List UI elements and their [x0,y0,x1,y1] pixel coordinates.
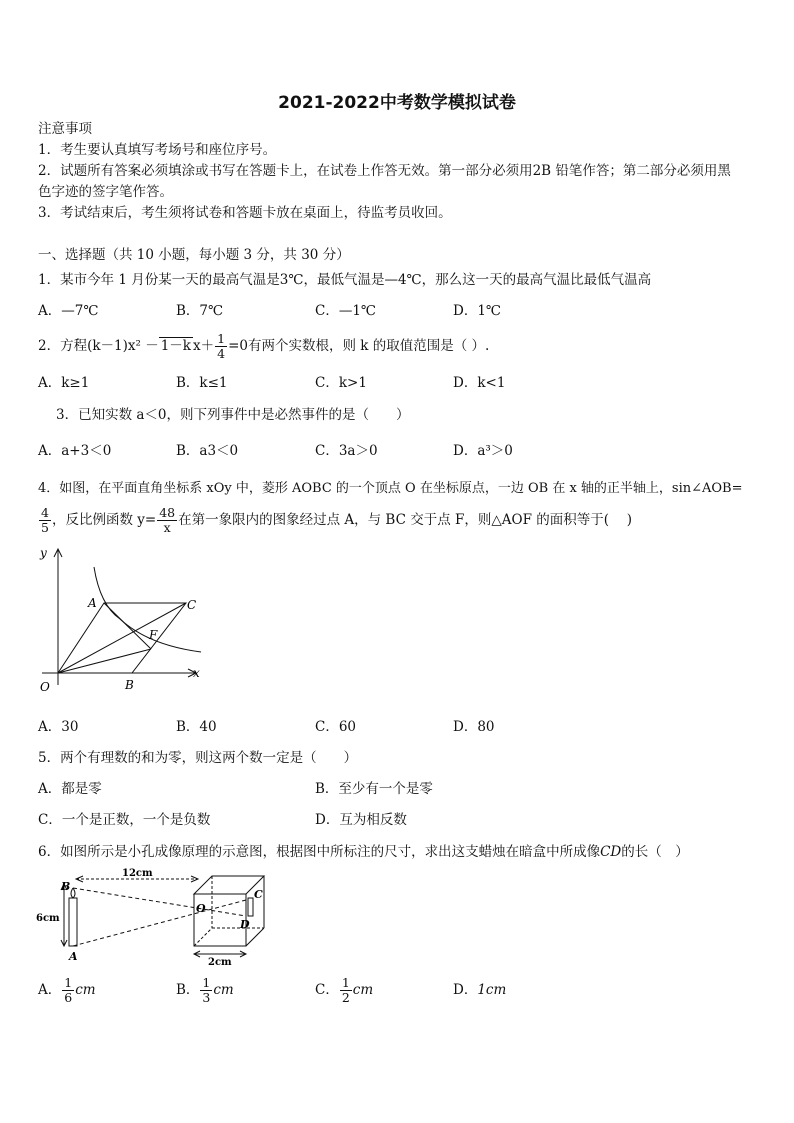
fig-label-a: A [69,950,78,963]
q2-stem [38,332,489,361]
notes-heading: 注意事项 [38,121,92,137]
note-item: 1．考生要认真填写考场号和座位序号。 [38,142,277,158]
q4-stem-line2 [38,500,632,540]
q2-option-d[interactable]: D．k<1 [453,375,506,391]
fig-label-a: A [88,596,97,610]
option-unit: cm [213,982,234,998]
q6-option-a[interactable] [38,972,96,1008]
fig-label-c: C [254,888,263,901]
q4-option-c[interactable]: C．60 [315,719,357,735]
q5-option-b[interactable]: B．至少有一个是零 [315,781,433,797]
q2-frac-den: 4 [217,346,226,361]
q6-stem-b: 的长（ ） [621,844,689,860]
q1-option-a[interactable]: A．—7℃ [38,303,99,319]
q2-eq-a: (k－1)x² － [87,338,159,354]
rhombus-figure [36,545,206,695]
q6-option-b[interactable] [176,972,234,1008]
q2-option-a[interactable]: A．k≥1 [38,375,90,391]
q3-option-a[interactable]: A．a+3＜0 [38,443,112,459]
q4-mid: ，反比例函数 y= [51,512,157,528]
q2-sqrt: 1－k [160,338,191,354]
frac-num: 1 [202,975,211,990]
option-letter: C． [315,982,339,998]
q4-func-fraction [157,506,177,535]
q4-option-a[interactable]: A．30 [38,719,79,735]
q2-suffix: 有两个实数根，则 k 的取值范围是（ ）. [247,338,490,354]
option-unit: cm [75,982,96,998]
q5-stem: 5．两个有理数的和为零，则这两个数一定是（ ） [38,750,358,766]
pinhole-figure [36,866,276,966]
fig-label-c: C [187,598,197,612]
fig-label-b: B [61,880,71,893]
option-letter: B． [176,982,200,998]
q2-prefix: 2．方程 [38,338,88,354]
q3-stem: 3．已知实数 a＜0，则下列事件中是必然事件的是（ ） [56,407,410,423]
fig-label-2cm: 2cm [208,957,232,966]
q6-stem-cd: CD [600,844,622,860]
q4-stem-line1: 4．如图，在平面直角坐标系 xOy 中，菱形 AOBC 的一个顶点 O 在坐标原点，一边 OB 在 x 轴的正半轴上，sin∠AOB= [38,481,743,496]
q3-option-b[interactable]: B．a3＜0 [176,443,239,459]
fig-label-d: D [240,918,250,931]
option-unit: cm [352,982,374,998]
q2-option-c[interactable]: C．k>1 [315,375,367,391]
note-item: 2．试题所有答案必须填涂或书写在答题卡上，在试卷上作答无效。第一部分必须用2B 铅笔作答；第二部分必须用黑 [38,163,731,179]
section-heading: 一、选择题（共 10 小题，每小题 3 分，共 30 分） [38,247,350,263]
q4-option-d[interactable]: D．80 [453,719,495,735]
frac-den: 3 [202,990,211,1005]
option-letter: A． [38,982,62,998]
exam-title: 2021-2022中考数学模拟试卷 [278,93,516,113]
q5-option-c[interactable]: C．一个是正数，一个是负数 [38,812,211,828]
q4-option-b[interactable]: B．40 [176,719,217,735]
fig-label-6cm: 6cm [36,913,60,924]
q4-frac2-den: x [163,520,171,535]
q6-option-c[interactable] [315,972,373,1008]
q2-fraction [215,332,227,361]
q2-option-b[interactable]: B．k≤1 [176,375,228,391]
q4-sin-fraction [39,506,51,535]
q1-option-d[interactable]: D．1℃ [453,303,502,319]
frac-den: 6 [64,990,73,1005]
q4-stem-end: 在第一象限内的图象经过点 A，与 BC 交于点 F，则△AOF 的面积等于( ) [178,512,633,528]
q2-eq-c: =0 [228,338,248,354]
fig-label-o: O [196,902,206,915]
q3-option-d[interactable]: D．a³＞0 [453,443,513,459]
q2-frac-num: 1 [217,331,226,346]
q3-option-c[interactable]: C．3a＞0 [315,443,378,459]
q4-frac1-den: 5 [41,520,49,535]
option-unit: 1cm [477,982,507,998]
q4-frac1-num: 4 [41,505,49,520]
q1-option-b[interactable]: B．7℃ [176,303,224,319]
q4-frac2-num: 48 [159,505,176,520]
q5-option-a[interactable]: A．都是零 [38,781,102,797]
fig-label-y: y [40,546,47,560]
q6-option-d[interactable] [453,972,506,1008]
frac-num: 1 [341,975,350,990]
fig-label-12cm: 12cm [122,868,153,879]
note-item: 色字迹的签字笔作答。 [38,184,173,200]
q5-option-d[interactable]: D．互为相反数 [315,812,407,828]
fig-label-o: O [40,680,50,694]
q1-stem: 1．某市今年 1 月份某一天的最高气温是3℃，最低气温是—4℃，那么这一天的最高气温比最低气温高 [38,272,652,288]
q6-stem [38,843,689,861]
fig-label-f: F [149,628,158,642]
option-fraction [200,976,212,1005]
option-fraction [340,976,352,1005]
option-fraction [62,976,74,1005]
q1-option-c[interactable]: C．—1℃ [315,303,377,319]
fig-label-b: B [125,678,134,692]
fig-label-x: x [193,666,200,680]
note-item: 3．考试结束后，考生须将试卷和答题卡放在桌面上，待监考员收回。 [38,205,452,221]
frac-den: 2 [341,990,350,1005]
q2-eq-b: x＋ [193,338,215,354]
q6-stem-a: 6．如图所示是小孔成像原理的示意图，根据图中所标注的尺寸，求出这支蜡烛在暗盒中所成像 [38,844,601,860]
option-letter: D． [453,982,478,998]
frac-num: 1 [64,975,73,990]
